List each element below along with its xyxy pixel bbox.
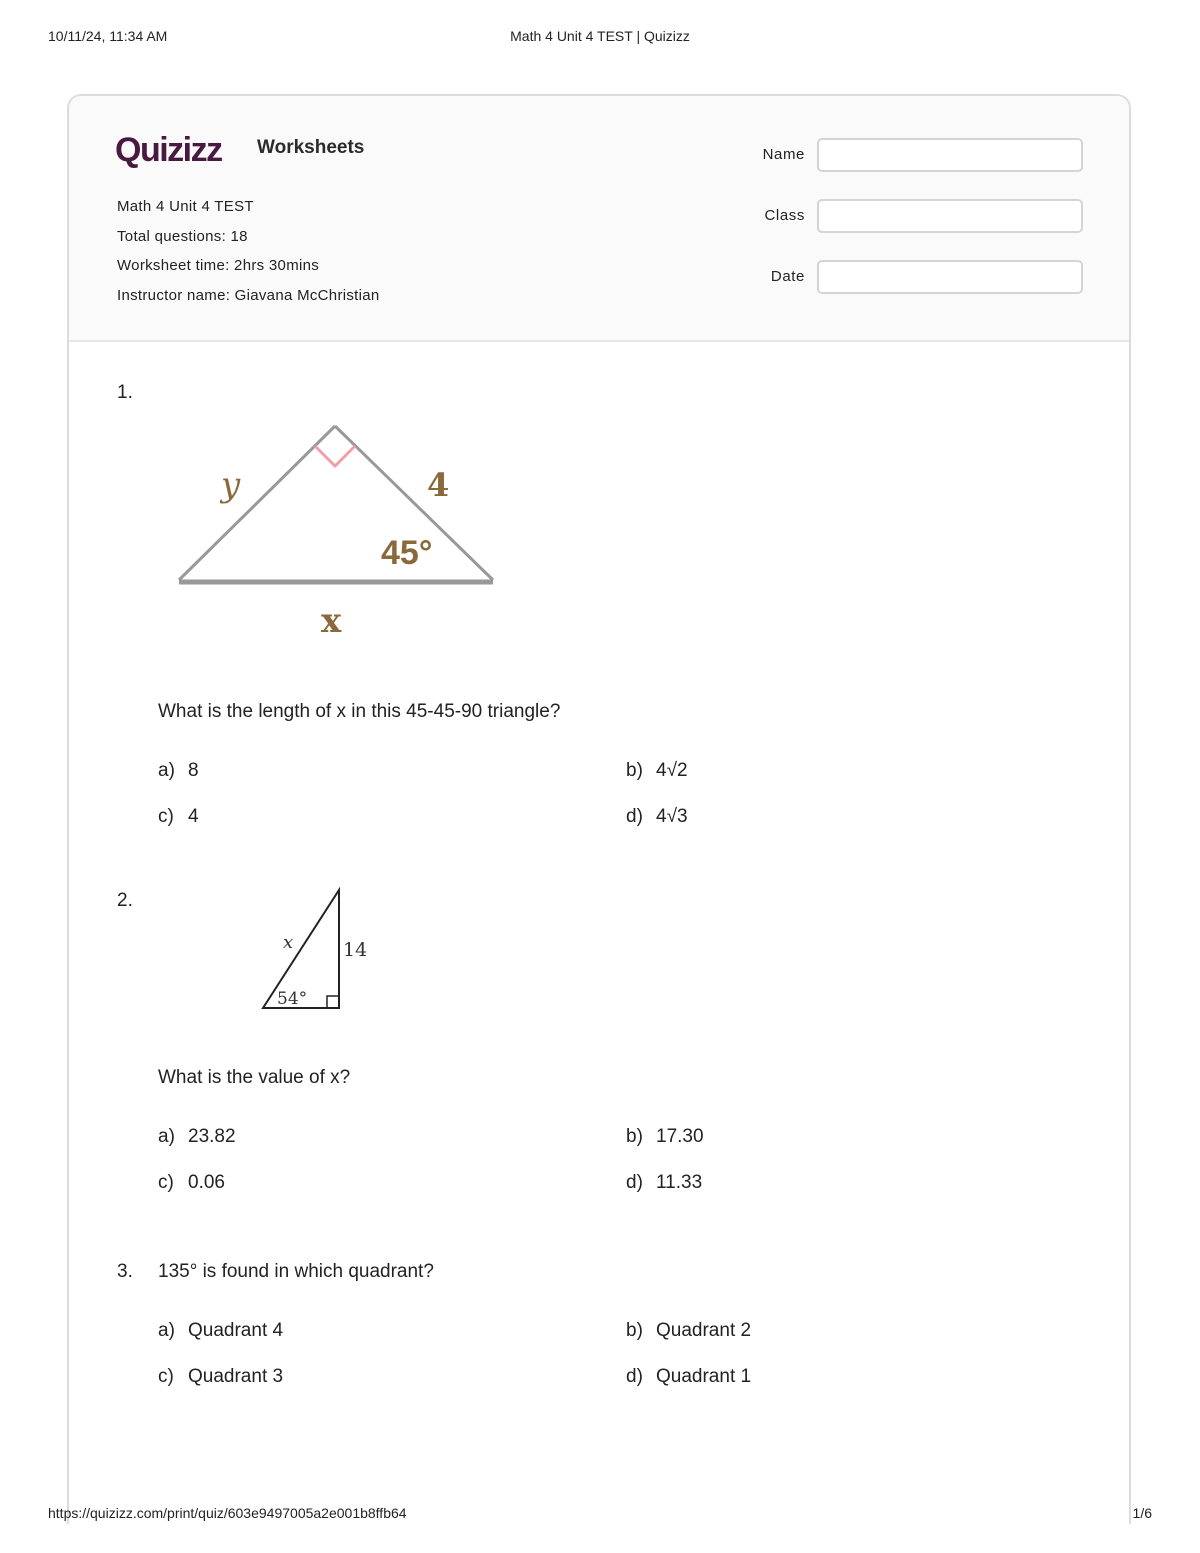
worksheet-time: Worksheet time: 2hrs 30mins: [117, 257, 320, 274]
option-letter: b): [626, 1126, 643, 1147]
triangle-45-45-90-figure: [169, 416, 509, 646]
brand: [115, 130, 364, 170]
option-text: Quadrant 2: [656, 1320, 752, 1341]
angle-label-54: 54°: [277, 989, 308, 1009]
right-triangle-figure: [255, 884, 375, 1014]
worksheet-title: Math 4 Unit 4 TEST: [117, 198, 254, 215]
option-d: [626, 1366, 751, 1388]
side-label-14: 14: [343, 939, 368, 961]
option-b: [626, 1126, 704, 1148]
print-datetime: 10/11/24, 11:34 AM: [48, 28, 168, 44]
brand-product: Worksheets: [257, 137, 365, 158]
class-label: Class: [764, 207, 805, 224]
print-header: [0, 28, 1200, 48]
option-b: [626, 1320, 751, 1342]
logo-wordmark: Quizizz: [115, 131, 222, 169]
date-label: Date: [770, 268, 805, 285]
worksheet-card: [67, 94, 1131, 1524]
option-text: 23.82: [188, 1126, 236, 1147]
option-c: [158, 1366, 283, 1388]
print-title: Math 4 Unit 4 TEST | Quizizz: [510, 28, 690, 44]
print-footer: [0, 1505, 1200, 1525]
date-field-row: [719, 258, 1119, 298]
side-label-4: 4: [427, 466, 450, 504]
name-field[interactable]: [817, 138, 1083, 172]
question-text: 135° is found in which quadrant?: [158, 1261, 434, 1282]
hyp-label-x: x: [283, 932, 294, 953]
triangle-left-side: [179, 426, 335, 580]
option-text: 17.30: [656, 1126, 704, 1147]
option-a: [158, 1126, 236, 1148]
option-c: [158, 1172, 225, 1194]
option-a: [158, 760, 199, 782]
option-text: 8: [188, 760, 199, 781]
option-c: [158, 806, 199, 828]
option-letter: b): [626, 760, 643, 781]
option-text: 4√3: [656, 806, 688, 827]
option-b: [626, 760, 688, 782]
side-label-y: y: [221, 465, 241, 505]
option-text: Quadrant 3: [188, 1366, 284, 1387]
print-url[interactable]: https://quizizz.com/print/quiz/603e9497005a2e001b8ffb64: [48, 1505, 407, 1521]
option-letter: c): [158, 1172, 174, 1193]
option-letter: d): [626, 806, 643, 827]
option-letter: d): [626, 1366, 643, 1387]
option-d: [626, 806, 688, 828]
angle-label-45: 45°: [381, 534, 433, 572]
option-letter: c): [158, 1366, 174, 1387]
option-text: Quadrant 1: [656, 1366, 752, 1387]
base-label-x: x: [321, 601, 342, 641]
option-letter: c): [158, 806, 174, 827]
option-text: 0.06: [188, 1172, 225, 1193]
question-text: What is the length of x in this 45-45-90 triangle?: [158, 701, 561, 722]
quizizz-logo: [115, 130, 247, 170]
class-field-row: [719, 197, 1119, 237]
total-questions: Total questions: 18: [117, 227, 248, 245]
page-number: 1/6: [1132, 1505, 1152, 1521]
question-number: 2.: [117, 890, 133, 911]
date-field[interactable]: [817, 260, 1083, 294]
worksheet-header: [69, 96, 1129, 342]
option-text: 4: [188, 806, 199, 827]
question-text: What is the value of x?: [158, 1067, 351, 1088]
option-letter: d): [626, 1172, 643, 1193]
name-field-row: [719, 136, 1119, 176]
right-angle-marker: [315, 446, 355, 466]
class-field[interactable]: [817, 199, 1083, 233]
option-letter: a): [158, 1320, 175, 1341]
question-number: 3.: [117, 1261, 133, 1282]
option-letter: a): [158, 1126, 175, 1147]
option-a: [158, 1320, 283, 1342]
option-d: [626, 1172, 702, 1194]
option-text: 11.33: [656, 1172, 703, 1193]
option-letter: b): [626, 1320, 643, 1341]
question-number: 1.: [117, 382, 133, 403]
option-text: 4√2: [656, 760, 688, 781]
instructor-name: Instructor name: Giavana McChristian: [117, 286, 380, 304]
name-label: Name: [762, 146, 805, 163]
option-letter: a): [158, 760, 175, 781]
right-angle-box: [327, 996, 339, 1008]
worksheet-meta: [117, 192, 380, 310]
option-text: Quadrant 4: [188, 1320, 284, 1341]
